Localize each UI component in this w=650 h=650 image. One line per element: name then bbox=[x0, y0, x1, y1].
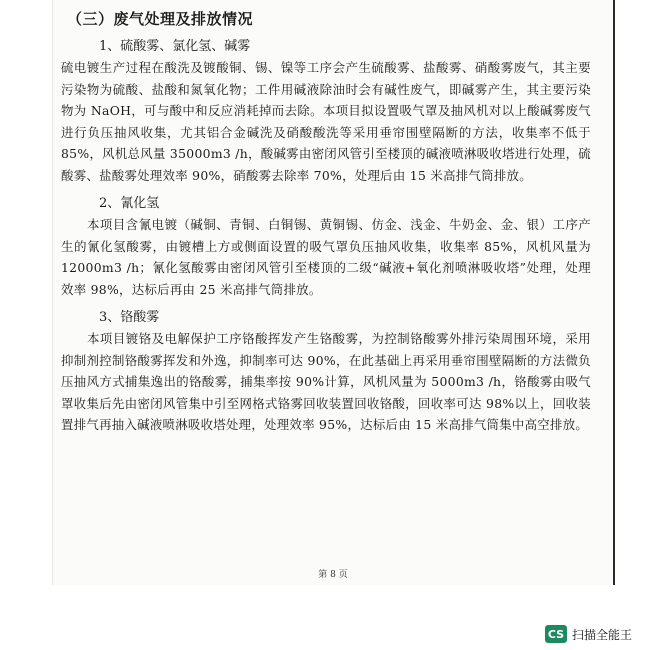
paragraph-acid-mist: 硫电镀生产过程在酸洗及镀酸铜、锡、镍等工序会产生硫酸雾、盐酸雾、硝酸雾废气，其主要污染物为硫酸、盐酸和氮氧化物；工件用碱液除油时会有碱性废气，即碱雾产生，其主要污染物为 NaOH，可与酸中和反应消耗掉而去除。本项目拟设置吸气罩及抽风机对以上酸碱雾废气进行负压抽风收集，尤其铝合金碱洗及硝酸酸洗等采用垂帘围壁隔断的方法，收集率不低于 85%，风机总风量 35000m3 /h，酸碱雾由密闭风管引至楼顶的碱液喷淋吸收塔进行处理，硫酸雾、盐酸雾处理效率 90%，硝酸雾去除率 70%，处理后由 15 米高排气筒排放。 bbox=[61, 60, 591, 183]
camscanner-logo-icon: CS bbox=[545, 625, 567, 643]
paragraph-hydrogen-cyanide: 本项目含氰电镀（碱铜、青铜、白铜锡、黄铜锡、仿金、浅金、牛奶金、金、银）工序产生的氰化氢酸雾，由镀槽上方或侧面设置的吸气罩负压抽风收集，收集率 85%，风机风量为 12000m3 /h；氰化氢酸雾由密闭风管引至楼顶的二级“碱液+氧化剂喷淋吸收塔”处理，处理效率 98%，达标后再由 25 米高排气筒排放。 bbox=[61, 217, 591, 297]
subsection-heading-hydrogen-cyanide: 2、氰化氢 bbox=[99, 196, 160, 211]
page-number: 第 8 页 bbox=[318, 570, 348, 580]
scanner-brand-name: 扫描全能王 bbox=[571, 627, 632, 642]
paragraph-chromic-acid-mist: 本项目镀铬及电解保护工序铬酸挥发产生铬酸雾，为控制铬酸雾外排污染周围环境，采用抑制剂控制铬酸雾挥发和外逸，抑制率可达 90%，在此基础上再采用垂帘围壁隔断的方法微负压抽风方式捕集逸出的铬酸雾，捕集率按 90%计算，风机风量为 5000m3 /h，铬酸雾由吸气罩收集后先由密闭风管集中引至网格式铬雾回收装置回收铬酸，回收率可达 98%以上，回收装置排气再抽入碱液喷淋吸收塔处理，处理效率 95%，达标后由 15 米高排气筒集中高空排放。 bbox=[61, 331, 591, 432]
scanner-watermark bbox=[545, 625, 632, 643]
section-title: （三）废气处理及排放情况 bbox=[67, 10, 254, 28]
subsection-heading-acid-mist: 1、硫酸雾、氯化氢、碱雾 bbox=[99, 39, 251, 54]
subsection-heading-chromic-acid-mist: 3、铬酸雾 bbox=[99, 310, 160, 325]
scanned-page bbox=[52, 0, 615, 585]
page-content bbox=[61, 8, 591, 438]
